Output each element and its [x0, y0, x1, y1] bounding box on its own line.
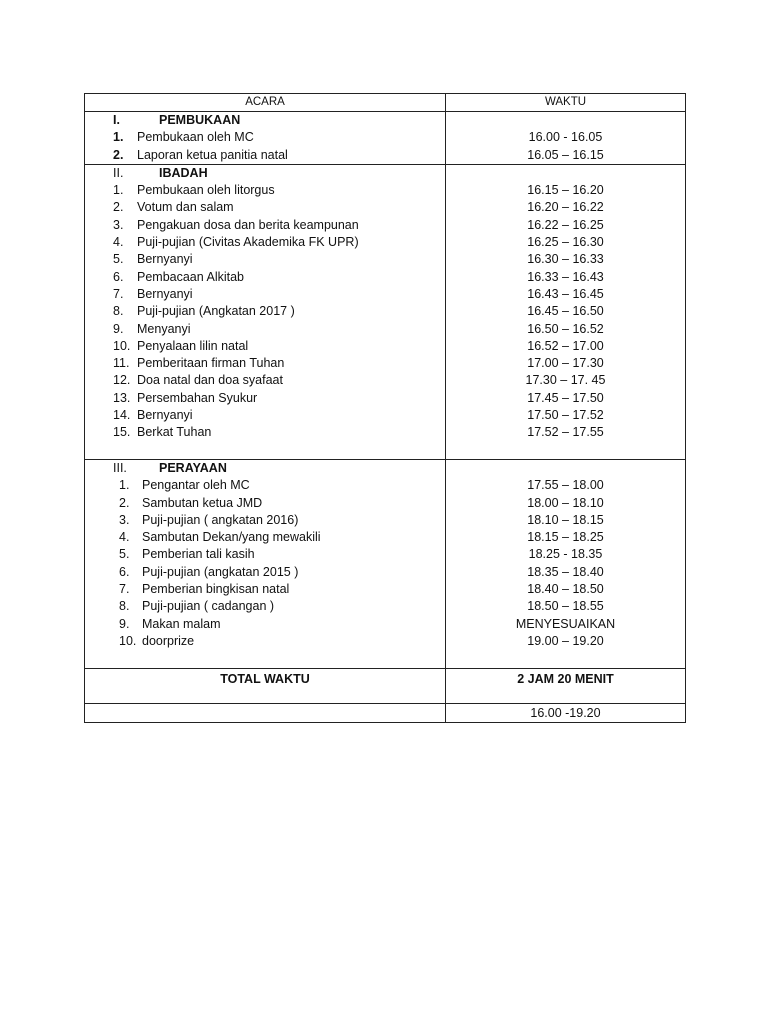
list-item [85, 269, 445, 286]
section-perayaan-waktu [446, 460, 685, 668]
section-title: IBADAH [159, 165, 208, 180]
item-text: Pemberian bingkisan natal [142, 582, 290, 597]
item-time: 18.00 – 18.10 [527, 495, 604, 510]
list-item [85, 633, 445, 650]
list-item [85, 424, 445, 441]
section-ibadah [85, 164, 685, 459]
item-number: 13. [113, 390, 131, 405]
total-value: 2 JAM 20 MENIT [517, 671, 614, 686]
list-item [85, 199, 445, 216]
item-text: Pengakuan dosa dan berita keampunan [137, 217, 359, 232]
item-text: Pengantar oleh MC [142, 478, 250, 493]
item-time: 17.50 – 17.52 [527, 408, 604, 423]
item-number: 2. [113, 200, 124, 215]
item-text: Sambutan ketua JMD [142, 495, 263, 510]
item-number: 12. [113, 373, 131, 388]
item-time: 16.33 – 16.43 [527, 269, 604, 284]
list-item [85, 372, 445, 389]
item-time: 16.22 – 16.25 [527, 217, 604, 232]
section-title: PEMBUKAAN [159, 113, 241, 127]
item-text: Puji-pujian (angkatan 2015 ) [142, 564, 299, 579]
item-text: Pemberitaan firman Tuhan [137, 356, 285, 371]
item-time: 16.20 – 16.22 [527, 200, 604, 215]
item-text: Bernyanyi [137, 408, 193, 423]
item-time: 17.30 – 17. 45 [525, 373, 606, 388]
item-number: 15. [113, 425, 131, 440]
item-number: 8. [119, 599, 130, 614]
item-number: 6. [119, 564, 130, 579]
time-range: 16.00 -19.20 [530, 705, 601, 720]
list-item [85, 616, 445, 633]
section-pembukaan-waktu [446, 112, 685, 164]
item-text: Sambutan Dekan/yang mewakili [142, 530, 321, 545]
item-text: Makan malam [142, 616, 221, 631]
list-item [85, 407, 445, 424]
section-pembukaan-acara [85, 112, 446, 164]
header-waktu: WAKTU [544, 96, 587, 108]
list-item [85, 217, 445, 234]
item-text: Puji-pujian ( angkatan 2016) [142, 512, 299, 527]
item-time: 16.52 – 17.00 [527, 338, 604, 353]
item-time: 18.10 – 18.15 [527, 512, 604, 527]
item-number: 7. [119, 582, 130, 597]
item-time: 17.55 – 18.00 [527, 478, 604, 493]
item-number: 4. [119, 530, 130, 545]
item-number: 3. [119, 512, 130, 527]
total-label: TOTAL WAKTU [85, 669, 446, 703]
item-text: Bernyanyi [137, 286, 193, 301]
item-number: 8. [113, 304, 124, 319]
item-time: 16.45 – 16.50 [527, 304, 604, 319]
list-item [85, 234, 445, 251]
item-number: 2. [113, 147, 124, 162]
item-text: Puji-pujian (Civitas Akademika FK UPR) [137, 235, 359, 250]
list-item [85, 495, 445, 512]
item-text: Pembukaan oleh litorgus [137, 183, 275, 198]
item-number: 6. [113, 269, 124, 284]
item-number: 10. [113, 338, 131, 353]
item-time: 18.40 – 18.50 [527, 582, 604, 597]
section-perayaan-acara [85, 460, 446, 668]
item-time: 16.05 – 16.15 [527, 147, 604, 162]
list-item [85, 512, 445, 529]
total-row [85, 668, 685, 703]
item-text: Penyalaan lilin natal [137, 338, 249, 353]
item-number: 2. [119, 495, 130, 510]
item-number: 4. [113, 235, 124, 250]
item-number: 9. [113, 321, 124, 336]
item-time: 18.50 – 18.55 [527, 599, 604, 614]
section-number: III. [113, 460, 127, 475]
section-title: PERAYAAN [159, 460, 227, 475]
item-text: Puji-pujian (Angkatan 2017 ) [137, 304, 295, 319]
item-time: 17.52 – 17.55 [527, 425, 604, 440]
item-time: 16.00 - 16.05 [528, 130, 603, 145]
list-item [85, 581, 445, 598]
item-time: 16.25 – 16.30 [527, 235, 604, 250]
item-number: 1. [113, 183, 124, 198]
list-item [85, 182, 445, 199]
item-text: Laporan ketua panitia natal [137, 147, 288, 162]
item-time: 18.35 – 18.40 [527, 564, 604, 579]
header-acara: ACARA [85, 94, 446, 111]
table-header-row [85, 94, 685, 111]
item-time: 16.15 – 16.20 [527, 183, 604, 198]
list-item [85, 598, 445, 615]
item-text: Menyanyi [137, 321, 191, 336]
item-text: Berkat Tuhan [137, 425, 212, 440]
item-time: 18.25 - 18.35 [528, 547, 603, 562]
item-time: 16.50 – 16.52 [527, 321, 604, 336]
section-ibadah-acara [85, 165, 446, 459]
schedule-table [84, 93, 686, 723]
item-text: Votum dan salam [137, 200, 234, 215]
item-number: 14. [113, 408, 131, 423]
range-row [85, 703, 685, 722]
item-number: 7. [113, 286, 124, 301]
item-text: Pembacaan Alkitab [137, 269, 245, 284]
item-number: 3. [113, 217, 124, 232]
item-time: 16.30 – 16.33 [527, 252, 604, 267]
item-text: Doa natal dan doa syafaat [137, 373, 283, 388]
item-text: Puji-pujian ( cadangan ) [142, 599, 275, 614]
list-item [85, 390, 445, 407]
item-time: 18.15 – 18.25 [527, 530, 604, 545]
section-pembukaan [85, 111, 685, 164]
list-item [85, 338, 445, 355]
list-item [85, 477, 445, 494]
list-item [85, 564, 445, 581]
list-item [85, 303, 445, 320]
item-text: Pembukaan oleh MC [137, 130, 254, 145]
section-number: II. [113, 165, 124, 180]
range-empty-cell [85, 704, 446, 722]
item-number: 5. [119, 547, 130, 562]
item-text: Pemberian tali kasih [142, 547, 255, 562]
item-time: 19.00 – 19.20 [527, 633, 604, 648]
list-item [85, 529, 445, 546]
item-number: 5. [113, 252, 124, 267]
item-time: 17.00 – 17.30 [527, 356, 604, 371]
item-time: 16.43 – 16.45 [527, 286, 604, 301]
item-number: 10. [119, 633, 137, 648]
section-number: I. [113, 113, 120, 127]
section-perayaan [85, 459, 685, 668]
item-number: 9. [119, 616, 130, 631]
item-text: Bernyanyi [137, 252, 193, 267]
list-item [85, 321, 445, 338]
list-item [85, 355, 445, 372]
section-ibadah-waktu [446, 165, 685, 459]
item-number: 1. [119, 478, 130, 493]
item-text: Persembahan Syukur [137, 390, 258, 405]
list-item [85, 251, 445, 268]
item-time: 17.45 – 17.50 [527, 390, 604, 405]
list-item [85, 546, 445, 563]
item-text: doorprize [142, 633, 195, 648]
item-number: 1. [113, 130, 124, 145]
item-number: 11. [113, 356, 130, 371]
list-item [85, 286, 445, 303]
item-time: MENYESUAIKAN [515, 616, 616, 631]
